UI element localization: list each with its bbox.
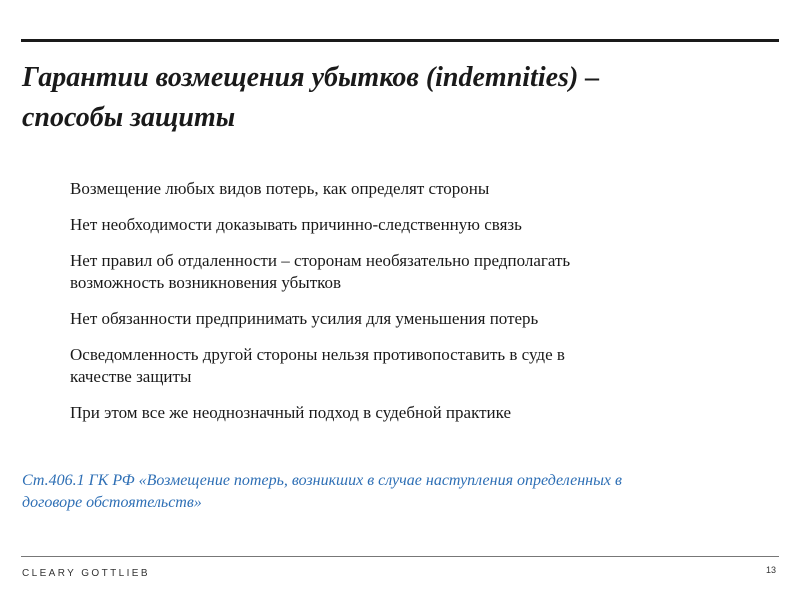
slide-title-line-1: Гарантии возмещения убытков (indemnities) – <box>22 62 600 93</box>
bullet-text: Нет правил об отдаленности – сторонам необязательно предполагать <box>70 251 571 270</box>
bullet-text: Нет обязанности предпринимать усилия для уменьшения потерь <box>70 309 539 328</box>
footer-divider <box>21 556 779 557</box>
legal-citation-line-1: Ст.406.1 ГК РФ «Возмещение потерь, возникших в случае наступления определенных в <box>22 472 622 489</box>
bullet-text: Возмещение любых видов потерь, как определят стороны <box>70 179 490 198</box>
legal-citation-line-2: договоре обстоятельств» <box>22 494 202 511</box>
list-item <box>22 178 782 200</box>
bullet-list <box>22 178 782 424</box>
list-item <box>22 214 782 236</box>
bullet-text-continued: качестве защиты <box>70 367 192 386</box>
list-item <box>22 250 782 294</box>
list-item <box>22 402 782 424</box>
bullet-text: Осведомленность другой стороны нельзя противопоставить в суде в <box>70 345 565 364</box>
bullet-text: Нет необходимости доказывать причинно-следственную связь <box>70 215 522 234</box>
list-item <box>22 344 782 388</box>
list-item <box>22 308 782 330</box>
legal-citation <box>22 470 782 514</box>
top-divider <box>21 39 779 42</box>
firm-logo: CLEARY GOTTLIEB <box>22 568 150 579</box>
slide-title-line-2: способы защиты <box>22 102 236 133</box>
page-number: 13 <box>765 565 776 575</box>
bullet-text-continued: возможность возникновения убытков <box>70 273 342 292</box>
bullet-text: При этом все же неоднозначный подход в судебной практике <box>70 403 512 422</box>
slide-title <box>22 58 782 138</box>
